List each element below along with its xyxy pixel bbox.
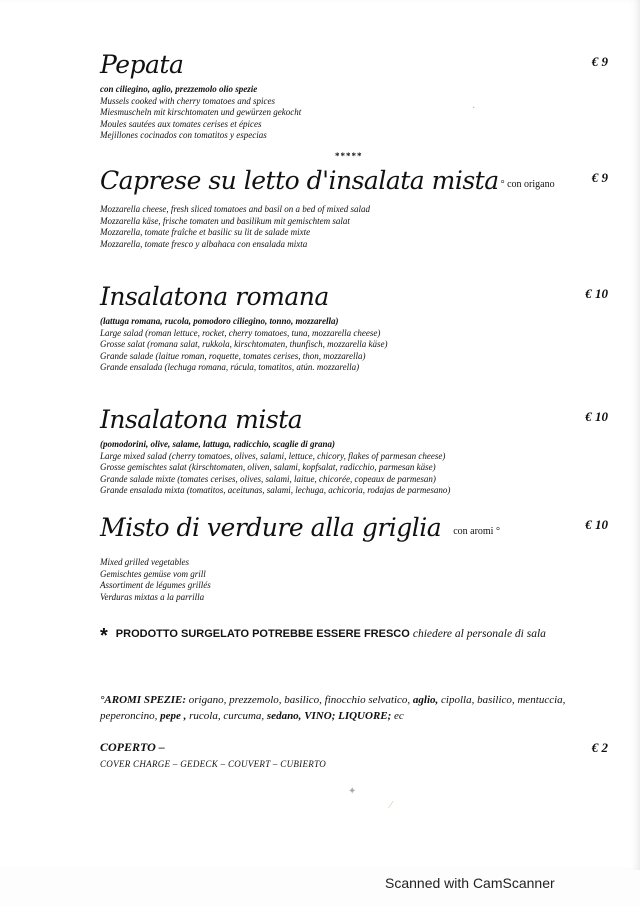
desc-spanish: Grande ensalada (lechuga romana, rúcula, tomatitos, atún. mozzarella) (100, 362, 360, 372)
scan-speck: · (472, 103, 476, 114)
spices-bold: sedano, (266, 710, 302, 722)
desc-german: Grosse gemischtes salat (kirschtomaten, oliven, salami, kopfsalat, radicchio, parmesan käse) (100, 462, 436, 472)
dish-ingredients: (lattuga romana, rucola, pomodoro ciliegino, tonno, mozzarella) (100, 316, 339, 326)
desc-english: Mixed grilled vegetables (100, 557, 189, 567)
cover-charge-translations: COVER CHARGE – GEDECK – COUVERT – CUBIERTO (100, 759, 327, 769)
spices-text: origano, prezzemolo, basilico, finocchio selvatico, (188, 694, 411, 706)
dish-description (100, 84, 570, 142)
desc-spanish: Grande ensalada mixta (tomatitos, aceitunas, salami, lechuga, achicoria, rodajas de parmesano) (100, 485, 451, 495)
spices-heading: °AROMI SPEZIE: (100, 694, 187, 706)
frozen-product-notice (100, 625, 546, 648)
desc-spanish: Mejillones cocinados con tomatitos y especias (100, 130, 267, 140)
spices-text: cipolla, basilico, (441, 694, 515, 706)
menu-item-misto-verdure (100, 513, 608, 603)
desc-french: Assortiment de légumes grillés (100, 580, 211, 590)
dish-description (100, 316, 570, 374)
dish-ingredients: con ciliegino, aglio, prezzemolo olio spezie (100, 84, 258, 94)
desc-english: Mussels cooked with cherry tomatoes and spices (100, 95, 275, 106)
desc-english: Mozzarella cheese, fresh sliced tomatoes and basil on a bed of mixed salad (100, 204, 371, 214)
spices-note (100, 692, 570, 724)
dish-note: con aromi ° (453, 526, 500, 537)
scan-speck: ⁄ (390, 800, 392, 811)
desc-german: Mozzarella käse, frische tomaten und basilikum mit gemischtem salat (100, 215, 350, 226)
dish-description (100, 557, 570, 603)
desc-spanish: Verduras mixtas a la parrilla (100, 591, 205, 602)
menu-item-insalatona-romana (100, 282, 608, 374)
menu-item-insalatona-mista (100, 405, 608, 497)
menu-item-caprese (100, 166, 608, 250)
spices-text: rucola, curcuma, (189, 710, 265, 722)
scanner-watermark: Scanned with CamScanner (385, 875, 555, 891)
separator-stars: ***** (335, 151, 363, 161)
desc-french: Grande salade (laitue roman, roquette, tomates cerises, thon, mozzarella) (100, 350, 366, 361)
cover-charge (100, 740, 608, 769)
dish-title (100, 50, 570, 80)
desc-german: Miesmuscheln mit kirschtomaten und gewürzen gekocht (100, 107, 302, 117)
spices-bold: VINO; (304, 710, 336, 722)
desc-german: Grosse salat (romana salat, rukkola, kirschtomaten, thunfisch, mozzarella käse) (100, 339, 388, 349)
desc-english: Large salad (roman lettuce, rocket, cherry tomatoes, tuna, mozzarella cheese) (100, 327, 381, 338)
scan-speck: ✦ (348, 786, 357, 797)
dish-price: € 10 (585, 286, 608, 301)
dish-title (100, 513, 570, 547)
dish-title-text: Insalatona romana (100, 282, 329, 311)
spices-bold: aglio, (412, 694, 439, 706)
desc-french: Mozzarella, tomate fraîche et basilic su lit de salade mixte (100, 227, 311, 237)
spices-text: ec (394, 710, 404, 722)
dish-title (100, 282, 570, 312)
dish-ingredients: (pomodorini, olive, salame, lattuga, radicchio, scaglie di grana) (100, 439, 335, 449)
desc-english: Large mixed salad (cherry tomatoes, olives, salami, lettuce, chicory, flakes of parmesan cheese) (100, 450, 446, 461)
desc-spanish: Mozzarella, tomate fresco y albahaca con ensalada mixta (100, 238, 308, 249)
dish-title-text: Misto di verdure alla griglia (100, 513, 442, 542)
dish-price: € 10 (585, 517, 608, 532)
notice-bold-text: PRODOTTO SURGELATO POTREBBE ESSERE FRESCO (115, 628, 410, 640)
menu-item-pepata (100, 50, 608, 142)
notice-rest-text: chiedere al personale di sala (412, 628, 546, 640)
dish-price: € 9 (591, 54, 608, 69)
dish-description (100, 439, 570, 497)
dish-title-text: Pepata (100, 50, 184, 79)
dish-price: € 10 (585, 409, 608, 424)
cover-charge-title: COPERTO – (100, 740, 165, 754)
dish-description (100, 204, 570, 250)
dish-price: € 9 (591, 170, 608, 185)
desc-french: Moules sautées aux tomates cerises et épices (100, 118, 262, 129)
dish-title (100, 405, 570, 435)
desc-german: Gemischtes gemüse vom grill (100, 568, 206, 579)
dish-title (100, 166, 570, 200)
spices-bold: LIQUORE; (338, 710, 392, 722)
asterisk-marker: * (100, 625, 108, 647)
spices-bold: pepe , (160, 710, 187, 722)
dish-note: ° con origano (500, 179, 555, 190)
dish-title-text: Caprese su letto d'insalata mista (100, 166, 499, 195)
cover-charge-price: € 2 (591, 740, 608, 755)
desc-french: Grande salade mixte (tomates cerises, olives, salami, laitue, chicorée, copeaux de parmesan) (100, 473, 436, 484)
dish-title-text: Insalatona mista (100, 405, 303, 434)
spices-text: mentuccia, peperoncino, (100, 694, 566, 722)
